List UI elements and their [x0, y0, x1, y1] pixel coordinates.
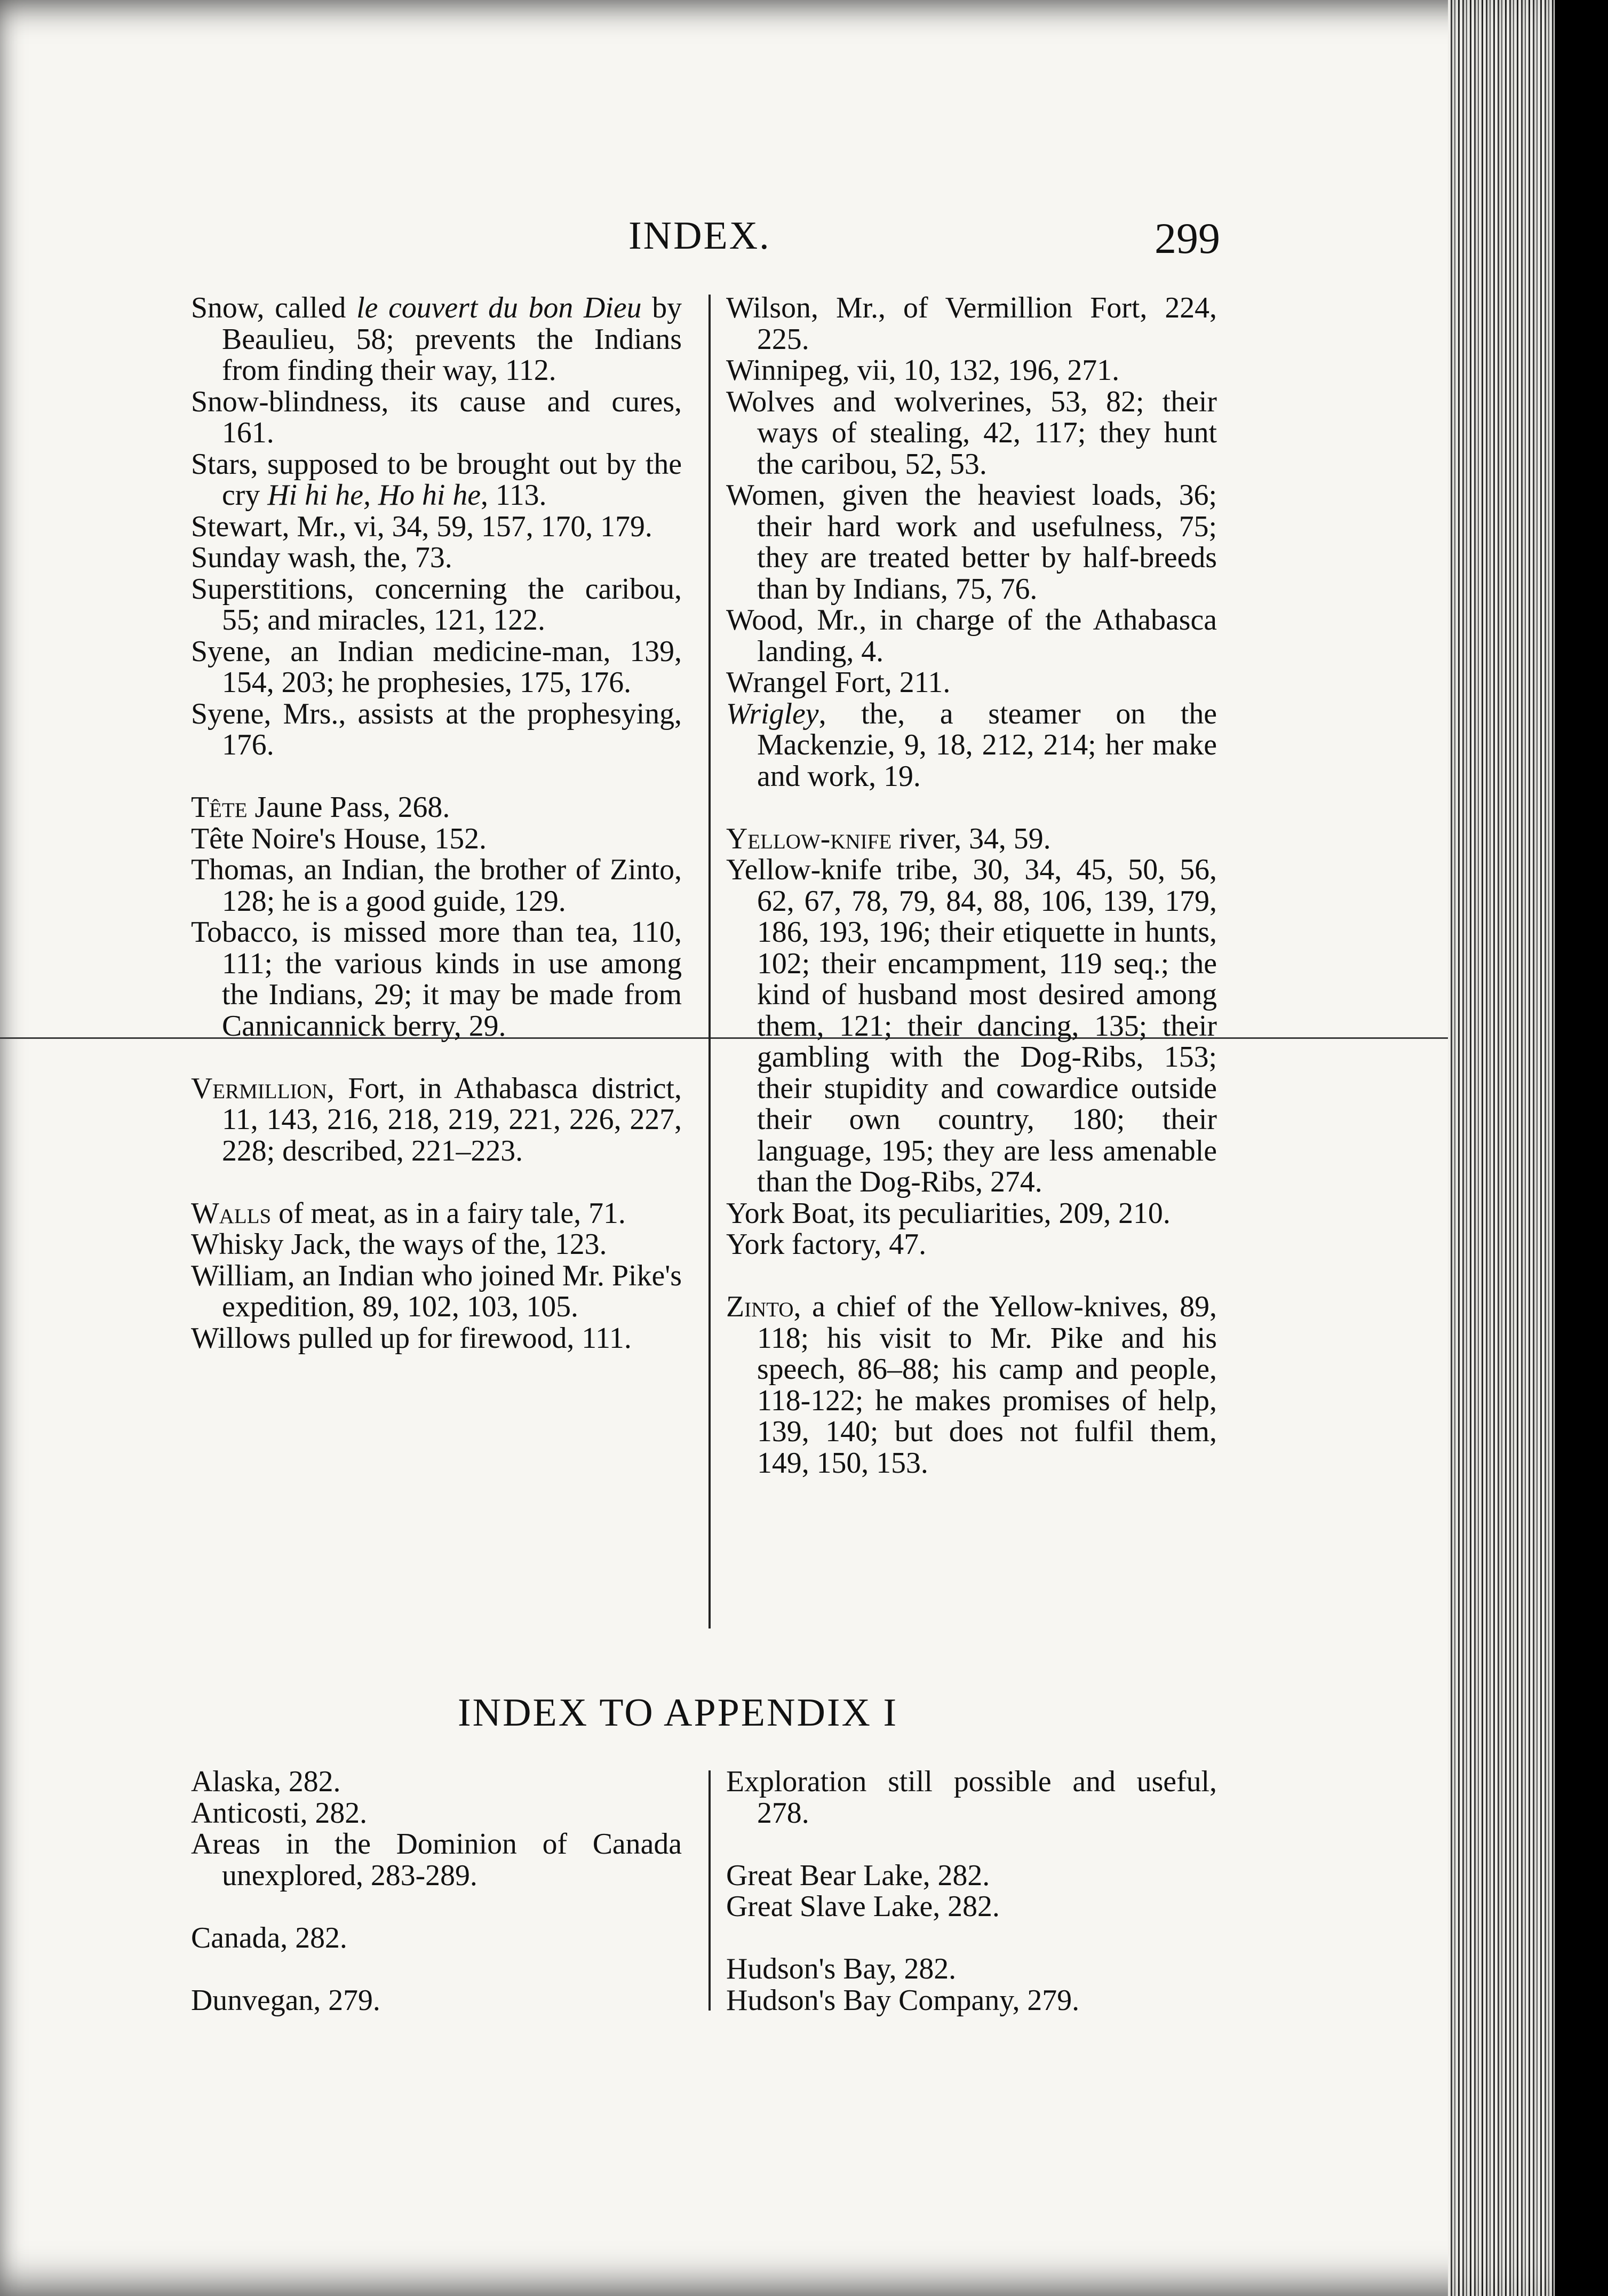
entry-text: Tête Noire's House, 152.: [191, 822, 487, 855]
index-entry: [191, 792, 682, 823]
index-entry: [191, 542, 682, 574]
entry-headword: Walls: [191, 1196, 272, 1230]
entry-text: Stewart, Mr., vi, 34, 59, 157, 170, 179.: [191, 510, 652, 543]
index-entry: [191, 1829, 682, 1891]
entry-gap: [726, 1260, 1217, 1292]
index-entry: [191, 386, 682, 449]
index-entry: [726, 1953, 1217, 1985]
entry-text: , the, a steamer on the Mackenzie, 9, 18, 212, 214; her make and work, 19.: [757, 697, 1217, 793]
entry-italic-text: Hi hi he, Ho hi he: [267, 479, 481, 512]
header-title: INDEX.: [628, 214, 771, 258]
appendix-left-column: [191, 1766, 682, 2016]
index-left-column: [191, 292, 682, 1354]
index-entry: [726, 1229, 1217, 1260]
index-entry: [726, 480, 1217, 605]
entry-text: Wolves and wolverines, 53, 82; their ways of stealing, 42, 117; they hunt the caribou, 52, 53.: [726, 385, 1217, 481]
entry-text: Jaune Pass, 268.: [247, 791, 450, 824]
index-entry: [726, 292, 1217, 355]
index-right-column: [726, 292, 1217, 1479]
index-entry: [726, 667, 1217, 698]
entry-text: , Fort, in Athabasca district, 11, 143, 216, 218, 219, 221, 226, 227, 228; described, 221–223.: [222, 1071, 682, 1167]
index-entry: [726, 823, 1217, 855]
entry-text: York Boat, its peculiarities, 209, 210.: [726, 1196, 1171, 1230]
index-entry: [726, 698, 1217, 792]
index-entry: [191, 1198, 682, 1229]
entry-text: Alaska, 282.: [191, 1765, 341, 1798]
entry-headword: Yellow-knife: [726, 822, 892, 855]
entry-headword: Vermillion: [191, 1071, 327, 1105]
index-entry: [191, 449, 682, 511]
entry-text: Anticosti, 282.: [191, 1796, 368, 1830]
index-entry: [191, 292, 682, 386]
book-spine-edge: [1448, 0, 1555, 2296]
entry-text: Wilson, Mr., of Vermillion Fort, 224, 225.: [726, 291, 1217, 356]
entry-headword: Tête: [191, 791, 248, 824]
entry-text: Tobacco, is missed more than tea, 110, 111; the various kinds in use among the Indians, 29; it may be made from Cannicannick berry, 29.: [191, 916, 682, 1043]
index-entry: [191, 636, 682, 698]
entry-text: Superstitions, concerning the caribou, 55; and miracles, 121, 122.: [191, 572, 682, 637]
index-entry: [191, 854, 682, 917]
entry-text: Women, given the heaviest loads, 36; their hard work and usefulness, 75; they are treated better by half-breeds than by Indians, 75, 76.: [726, 479, 1217, 606]
entry-text: Great Slave Lake, 282.: [726, 1890, 1000, 1923]
entry-text: of meat, as in a fairy tale, 71.: [271, 1196, 626, 1230]
entry-text: Sunday wash, the, 73.: [191, 541, 452, 574]
entry-headword: Zinto: [726, 1290, 794, 1323]
index-entry: [726, 605, 1217, 667]
index-entry: [191, 511, 682, 543]
entry-text: , a chief of the Yellow-knives, 89, 118; his visit to Mr. Pike and his speech, 86–88; his camp and people, 118-122; he makes promises of help, 139, 140; but does not fulfil them, 149, 150, 153.: [757, 1290, 1217, 1480]
entry-italic-text: Wrigley: [726, 697, 819, 730]
index-entry: [191, 823, 682, 855]
appendix-title: INDEX TO APPENDIX I: [458, 1691, 898, 1735]
entry-text: Syene, an Indian medicine-man, 139, 154, 203; he prophesies, 175, 176.: [191, 634, 682, 699]
index-entry: [726, 386, 1217, 480]
entry-gap: [726, 792, 1217, 823]
entry-text: river, 34, 59.: [891, 822, 1051, 855]
appendix-column-rule: [709, 1770, 711, 2011]
entry-text: Thomas, an Indian, the brother of Zinto, 128; he is a good guide, 129.: [191, 853, 682, 918]
index-entry: [726, 1985, 1217, 2016]
entry-text: by Beaulieu, 58; prevents the Indians from finding their way, 112.: [222, 291, 682, 387]
index-entry: [191, 1922, 682, 1954]
index-entry: [726, 1291, 1217, 1479]
index-entry: [726, 1891, 1217, 1922]
entry-text: Dunvegan, 279.: [191, 1983, 380, 2017]
entry-gap: [191, 1042, 682, 1073]
column-rule: [709, 295, 711, 1628]
entry-text: York factory, 47.: [726, 1228, 927, 1261]
entry-gap: [191, 761, 682, 792]
index-entry: [726, 355, 1217, 386]
entry-text: Hudson's Bay, 282.: [726, 1952, 957, 1985]
index-entry: [191, 698, 682, 761]
entry-text: Yellow-knife tribe, 30, 34, 45, 50, 56, 62, 67, 78, 79, 84, 88, 106, 139, 179, 186, 193, 196; their etiquette in hunts, 102; their encampment, 119 seq.; the kind of husband most desired among them, 121; their dancing, 135; their gambling with the Dog-Ribs, 153; their stupidity and cowardice outside their own country, 180; their language, 195; they are less amenable than the Dog-Ribs, 274.: [726, 853, 1217, 1198]
entry-text: , 113.: [481, 479, 547, 512]
entry-text: Stars, supposed to be brought out by the cry: [191, 447, 682, 512]
index-entry: [191, 917, 682, 1042]
entry-gap: [726, 1922, 1217, 1954]
index-entry: [191, 1073, 682, 1167]
entry-gap: [191, 1891, 682, 1922]
index-entry: [191, 1229, 682, 1260]
entry-text: Winnipeg, vii, 10, 132, 196, 271.: [726, 354, 1120, 387]
entry-text: Wrangel Fort, 211.: [726, 666, 951, 699]
entry-text: Canada, 282.: [191, 1921, 347, 1955]
index-entry: [191, 574, 682, 636]
entry-text: Wood, Mr., in charge of the Athabasca landing, 4.: [726, 603, 1217, 668]
index-entry: [726, 1860, 1217, 1892]
page-number: 299: [1155, 214, 1220, 263]
entry-text: Willows pulled up for firewood, 111.: [191, 1321, 632, 1355]
entry-text: Areas in the Dominion of Canada unexplored, 283-289.: [191, 1828, 682, 1892]
entry-text: Great Bear Lake, 282.: [726, 1858, 990, 1892]
entry-gap: [191, 1166, 682, 1198]
entry-text: Whisky Jack, the ways of the, 123.: [191, 1228, 607, 1261]
index-entry: [726, 854, 1217, 1198]
entry-text: Snow, called: [191, 291, 357, 324]
index-entry: [191, 1985, 682, 2016]
entry-text: Snow-blindness, its cause and cures, 161.: [191, 385, 682, 449]
index-entry: [726, 1198, 1217, 1229]
entry-text: Hudson's Bay Company, 279.: [726, 1983, 1080, 2017]
index-entry: [191, 1766, 682, 1798]
appendix-right-column: [726, 1766, 1217, 2016]
entry-gap: [726, 1829, 1217, 1860]
index-entry: [191, 1323, 682, 1354]
index-entry: [191, 1260, 682, 1323]
entry-italic-text: le couvert du bon Dieu: [356, 291, 642, 324]
entry-text: William, an Indian who joined Mr. Pike's expedition, 89, 102, 103, 105.: [191, 1259, 682, 1323]
entry-text: Syene, Mrs., assists at the prophesying, 176.: [191, 697, 682, 761]
entry-gap: [191, 1953, 682, 1985]
entry-text: Exploration still possible and useful, 278.: [726, 1765, 1217, 1830]
index-entry: [726, 1766, 1217, 1829]
index-entry: [191, 1798, 682, 1829]
